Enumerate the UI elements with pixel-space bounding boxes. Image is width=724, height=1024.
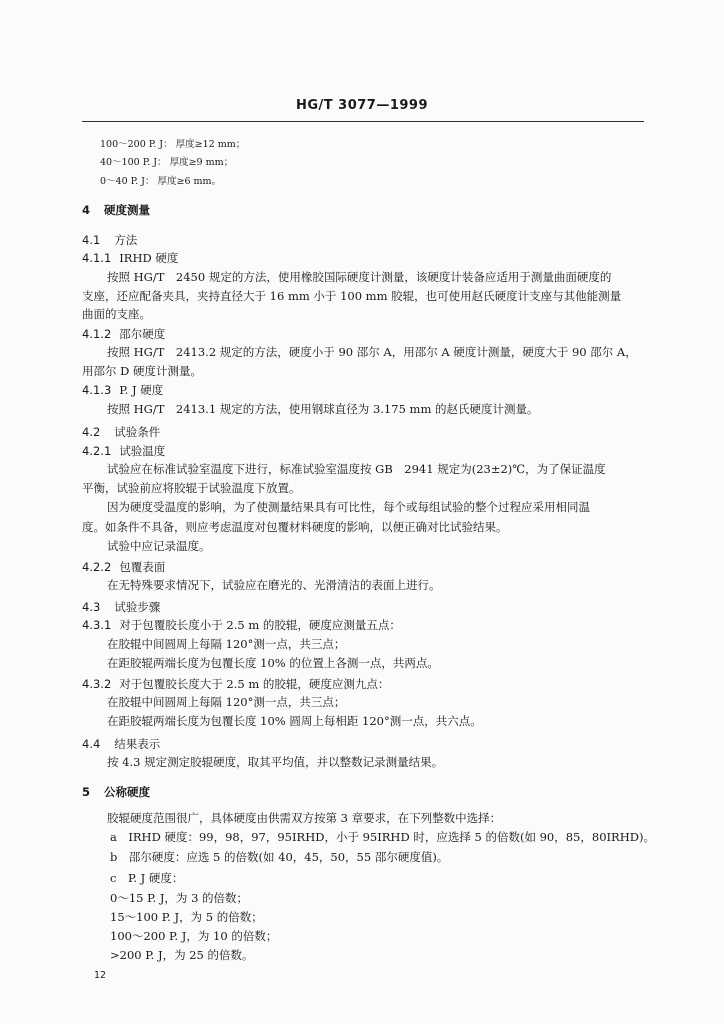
standard-header: HG/T 3077—1999: [295, 98, 429, 113]
line-text: 试验条件: [114, 425, 161, 439]
line-text: 按 4.3 规定测定胶辊硬度，取其平均值，并以整数记录测量结果。: [107, 755, 444, 769]
section-line: [82, 425, 160, 439]
section-line: [82, 383, 163, 397]
line-text: >200 P. J，为 25 的倍数。: [110, 948, 254, 962]
line-text: 按照 HG/T 2413.1 规定的方法，使用钢球直径为 3.175 mm 的赵氏硬度计测量。: [107, 402, 539, 416]
section-number: 4.1.1: [82, 251, 112, 265]
text-line: [107, 402, 539, 416]
text-line: [82, 481, 301, 495]
section-number: 5: [82, 785, 91, 799]
line-text: a IRHD 硬度：99，98，97，95IRHD，小于 95IRHD 时，应选择 5 的倍数(如 90，85，80IRHD)。: [110, 830, 655, 844]
line-text: 公称硬度: [104, 785, 151, 799]
text-line: [107, 578, 441, 592]
text-line: [110, 910, 263, 924]
line-text: 因为硬度受温度的影响，为了使测量结果具有可比性，每个或每组试验的整个过程应采用相同温: [107, 500, 590, 514]
text-line: [110, 891, 248, 905]
text-line: [107, 345, 637, 359]
section-number: 4.3.2: [82, 677, 112, 691]
text-line: [82, 307, 151, 321]
line-text: 度。如条件不具备，则应考虑温度对包覆材料硬度的影响，以便正确对比试验结果。: [82, 520, 508, 534]
line-text: 试验温度: [119, 444, 166, 458]
text-line: [100, 138, 245, 152]
line-text: 方法: [114, 233, 138, 247]
section-number: 4.1.2: [82, 327, 112, 341]
line-text: 在无特殊要求情况下，试验应在磨光的、光滑清洁的表面上进行。: [107, 578, 441, 592]
line-text: b 邵尔硬度：应选 5 的倍数(如 40，45，50，55 邵尔硬度值)。: [110, 850, 449, 864]
section-number: 4.2.1: [82, 444, 112, 458]
text-line: [107, 637, 345, 651]
line-text: 试验步骤: [114, 600, 161, 614]
line-text: 在距胶辊两端长度为包覆长度 10% 的位置上各测一点，共两点。: [107, 656, 439, 670]
section-line: [82, 560, 165, 574]
section-number: 4.2.2: [82, 560, 112, 574]
line-text: 100～200 P. J： 厚度≥12 mm；: [100, 139, 246, 150]
text-line: [107, 656, 439, 670]
line-text: 0～40 P. J： 厚度≥6 mm。: [100, 176, 222, 187]
section-line: [82, 600, 160, 614]
line-text: 对于包覆胶长度大于 2.5 m 的胶辊，硬度应测九点：: [119, 677, 390, 691]
section-line: [82, 785, 150, 799]
line-text: 在胶辊中间圆周上每隔 120°测一点，共三点；: [107, 637, 346, 651]
text-line: [107, 695, 345, 709]
page-number: 12: [94, 970, 107, 981]
line-text: 100～200 P. J，为 10 的倍数；: [110, 929, 278, 943]
text-line: [107, 500, 590, 514]
section-number: 4.4: [82, 737, 101, 751]
text-line: [107, 755, 443, 769]
header-rule: [82, 121, 644, 122]
section-line: [82, 737, 160, 751]
text-line: [107, 714, 482, 728]
line-text: 曲面的支座。: [82, 307, 151, 321]
line-text: 用邵尔 D 硬度计测量。: [82, 364, 203, 378]
line-text: 结果表示: [114, 737, 161, 751]
section-number: 4.2: [82, 425, 101, 439]
line-text: 邵尔硬度: [119, 327, 166, 341]
line-text: 硬度测量: [104, 203, 151, 217]
text-line: [107, 270, 611, 284]
section-line: [82, 618, 401, 632]
text-line: [110, 948, 254, 962]
section-number: 4.3.1: [82, 618, 112, 632]
section-line: [82, 677, 389, 691]
text-line: [107, 462, 606, 476]
section-number: 4.3: [82, 600, 101, 614]
text-line: [100, 175, 221, 189]
section-line: [82, 444, 165, 458]
section-line: [82, 251, 178, 265]
text-line: [82, 364, 202, 378]
line-text: 按照 HG/T 2450 规定的方法，使用橡胶国际硬度计测量，该硬度计装备应适用于测量曲面硬度的: [107, 270, 612, 284]
line-text: 按照 HG/T 2413.2 规定的方法，硬度小于 90 邵尔 A，用邵尔 A 硬度计测量，硬度大于 90 邵尔 A，: [107, 345, 637, 359]
line-text: 在距胶辊两端长度为包覆长度 10% 圆周上每相距 120°测一点，共六点。: [107, 714, 482, 728]
section-number: 4.1: [82, 233, 101, 247]
line-text: 15～100 P. J，为 5 的倍数；: [110, 910, 263, 924]
section-number: 4: [82, 203, 91, 217]
text-line: [107, 811, 501, 825]
text-line: [110, 871, 183, 885]
text-line: [100, 156, 233, 170]
line-text: IRHD 硬度: [119, 251, 179, 265]
line-text: 0～15 P. J，为 3 的倍数；: [110, 891, 249, 905]
text-line: [110, 830, 655, 844]
line-text: 胶辊硬度范围很广，具体硬度由供需双方按第 3 章要求，在下列整数中选择：: [107, 811, 502, 825]
section-line: [82, 233, 137, 247]
line-text: 试验应在标准试验室温度下进行，标准试验室温度按 GB 2941 规定为(23±2)℃，为了保证温度: [107, 462, 606, 476]
line-text: c P. J 硬度：: [110, 871, 184, 885]
line-text: 在胶辊中间圆周上每隔 120°测一点，共三点；: [107, 695, 346, 709]
line-text: 支座，还应配备夹具，夹持直径大于 16 mm 小于 100 mm 胶辊，也可使用赵氏硬度计支座与其他能测量: [82, 289, 622, 303]
line-text: 试验中应记录温度。: [107, 539, 211, 553]
line-text: 40～100 P. J： 厚度≥9 mm；: [100, 157, 234, 168]
line-text: 平衡，试验前应将胶辊于试验温度下放置。: [82, 481, 301, 495]
line-text: 对于包覆胶长度小于 2.5 m 的胶辊，硬度应测量五点：: [119, 618, 401, 632]
section-line: [82, 203, 150, 217]
text-line: [82, 520, 508, 534]
line-text: 包覆表面: [119, 560, 166, 574]
section-line: [82, 327, 165, 341]
text-line: [82, 289, 621, 303]
section-number: 4.1.3: [82, 383, 112, 397]
text-line: [110, 850, 448, 864]
line-text: P. J 硬度: [119, 383, 164, 397]
text-line: [107, 539, 211, 553]
text-line: [110, 929, 277, 943]
